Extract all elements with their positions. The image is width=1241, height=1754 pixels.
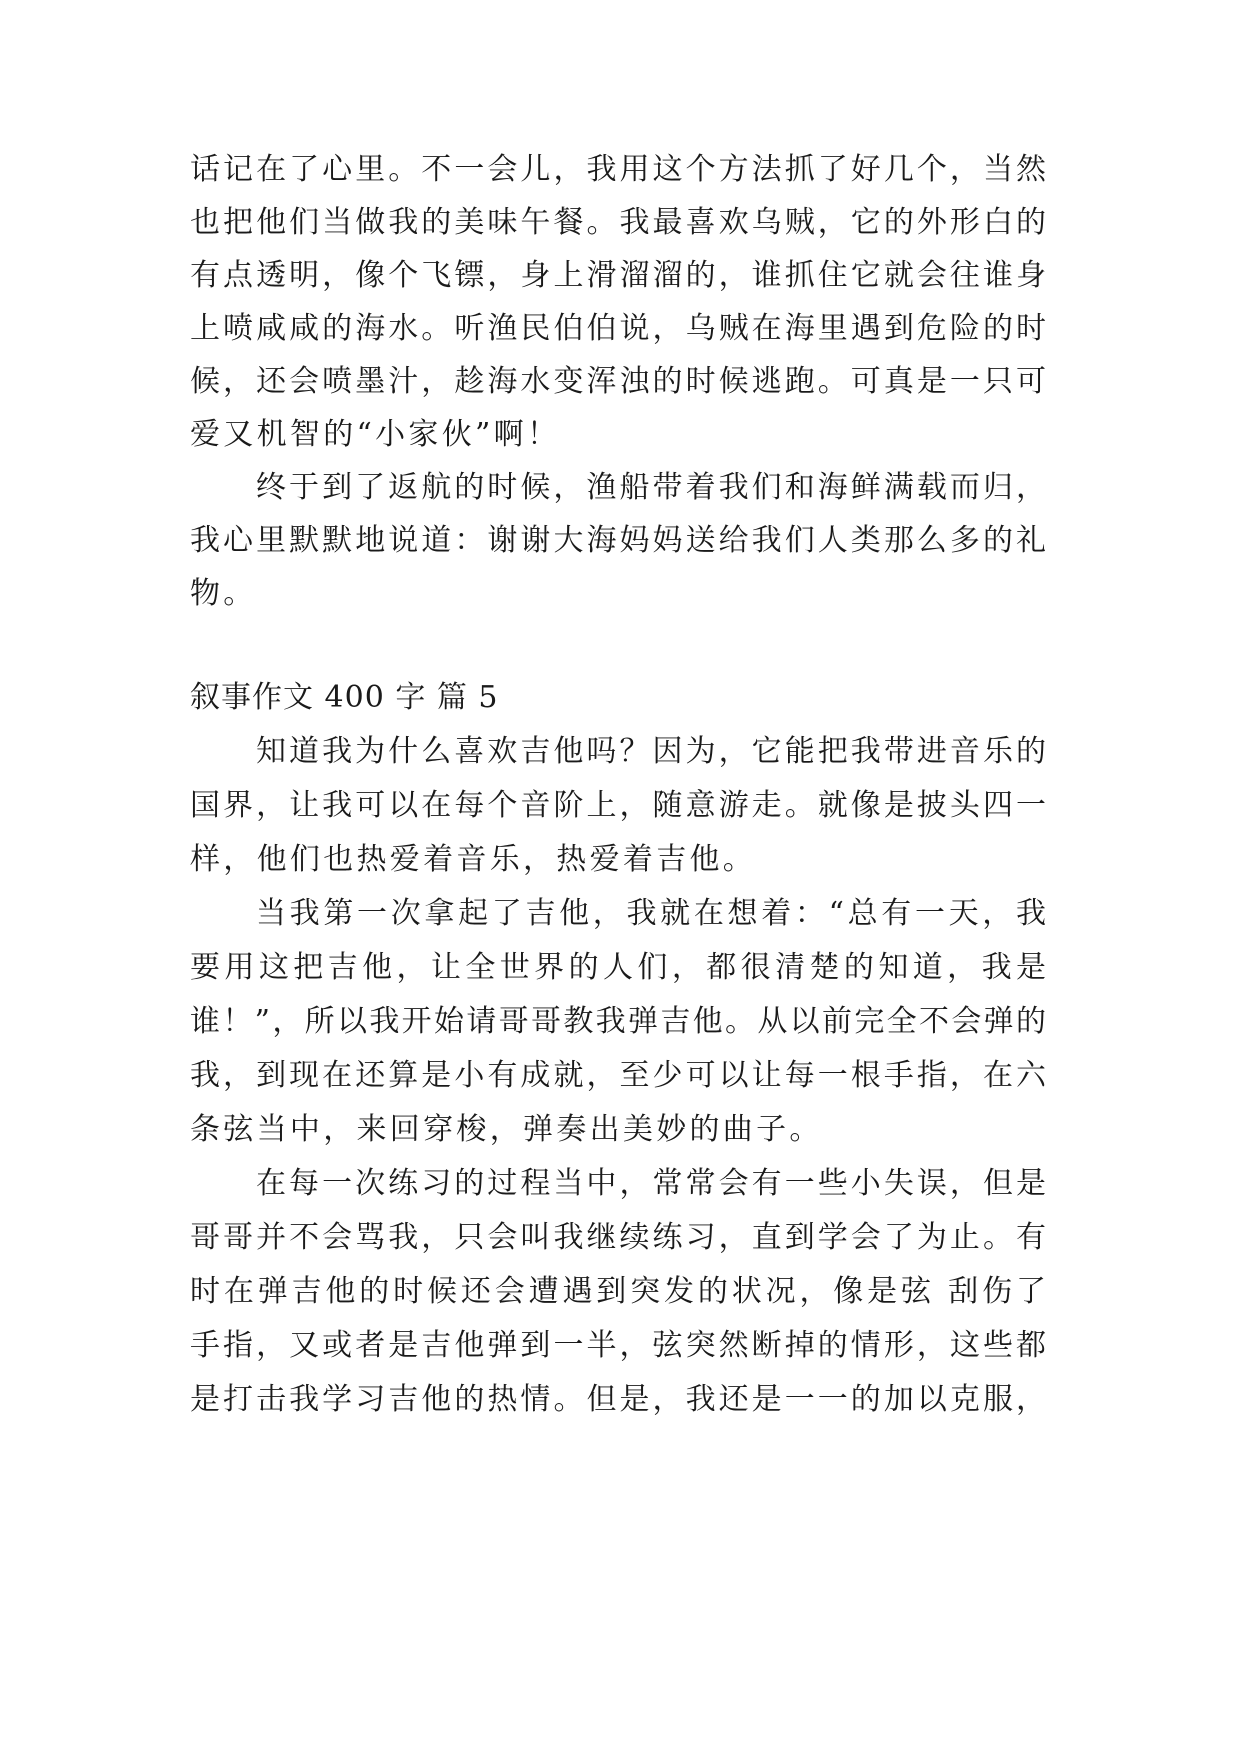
paragraph-first-line: 在每一次练习的过程当中，常常会有一些小失误，但是 [256, 1166, 1046, 1201]
section-heading: 叙事作文 400 字 篇 5 [190, 680, 499, 715]
paragraph-first-line: 当我第一次拿起了吉他，我就在想着：“总有一天，我 [256, 896, 1046, 931]
text-line: 国界，让我可以在每个音阶上，随意游走。就像是披头四一 [190, 788, 1046, 823]
text-line: 话记在了心里。不一会儿，我用这个方法抓了好几个，当然 [190, 152, 1046, 187]
text-line: 有点透明，像个飞镖，身上滑溜溜的，谁抓住它就会往谁身 [190, 258, 1046, 293]
text-line: 物。 [190, 576, 257, 611]
paragraph-first-line: 知道我为什么喜欢吉他吗？因为，它能把我带进音乐的 [256, 734, 1046, 769]
text-line: 样，他们也热爱着音乐，热爱着吉他。 [190, 842, 757, 877]
text-line: 条弦当中，来回穿梭，弹奏出美妙的曲子。 [190, 1112, 823, 1147]
text-line: 哥哥并不会骂我，只会叫我继续练习，直到学会了为止。有 [190, 1220, 1046, 1255]
text-line: 手指，又或者是吉他弹到一半，弦突然断掉的情形，这些都 [190, 1328, 1046, 1363]
text-line: 是打击我学习吉他的热情。但是，我还是一一的加以克服， [190, 1382, 1046, 1417]
text-line: 上喷咸咸的海水。听渔民伯伯说，乌贼在海里遇到危险的时 [190, 311, 1046, 346]
text-line: 我心里默默地说道：谢谢大海妈妈送给我们人类那么多的礼 [190, 523, 1046, 558]
text-line: 时在弹吉他的时候还会遭遇到突发的状况，像是弦 刮伤了 [190, 1274, 1046, 1309]
paragraph-first-line: 终于到了返航的时候，渔船带着我们和海鲜满载而归， [256, 470, 1046, 505]
text-line: 要用这把吉他，让全世界的人们，都很清楚的知道，我是 [190, 950, 1046, 985]
text-line: 候，还会喷墨汁，趁海水变浑浊的时候逃跑。可真是一只可 [190, 364, 1046, 399]
text-line: 我，到现在还算是小有成就，至少可以让每一根手指，在六 [190, 1058, 1046, 1093]
text-line: 谁！”，所以我开始请哥哥教我弹吉他。从以前完全不会弹的 [190, 1004, 1046, 1039]
text-line: 爱又机智的“小家伙”啊！ [190, 417, 561, 452]
text-line: 也把他们当做我的美味午餐。我最喜欢乌贼，它的外形白的 [190, 205, 1046, 240]
